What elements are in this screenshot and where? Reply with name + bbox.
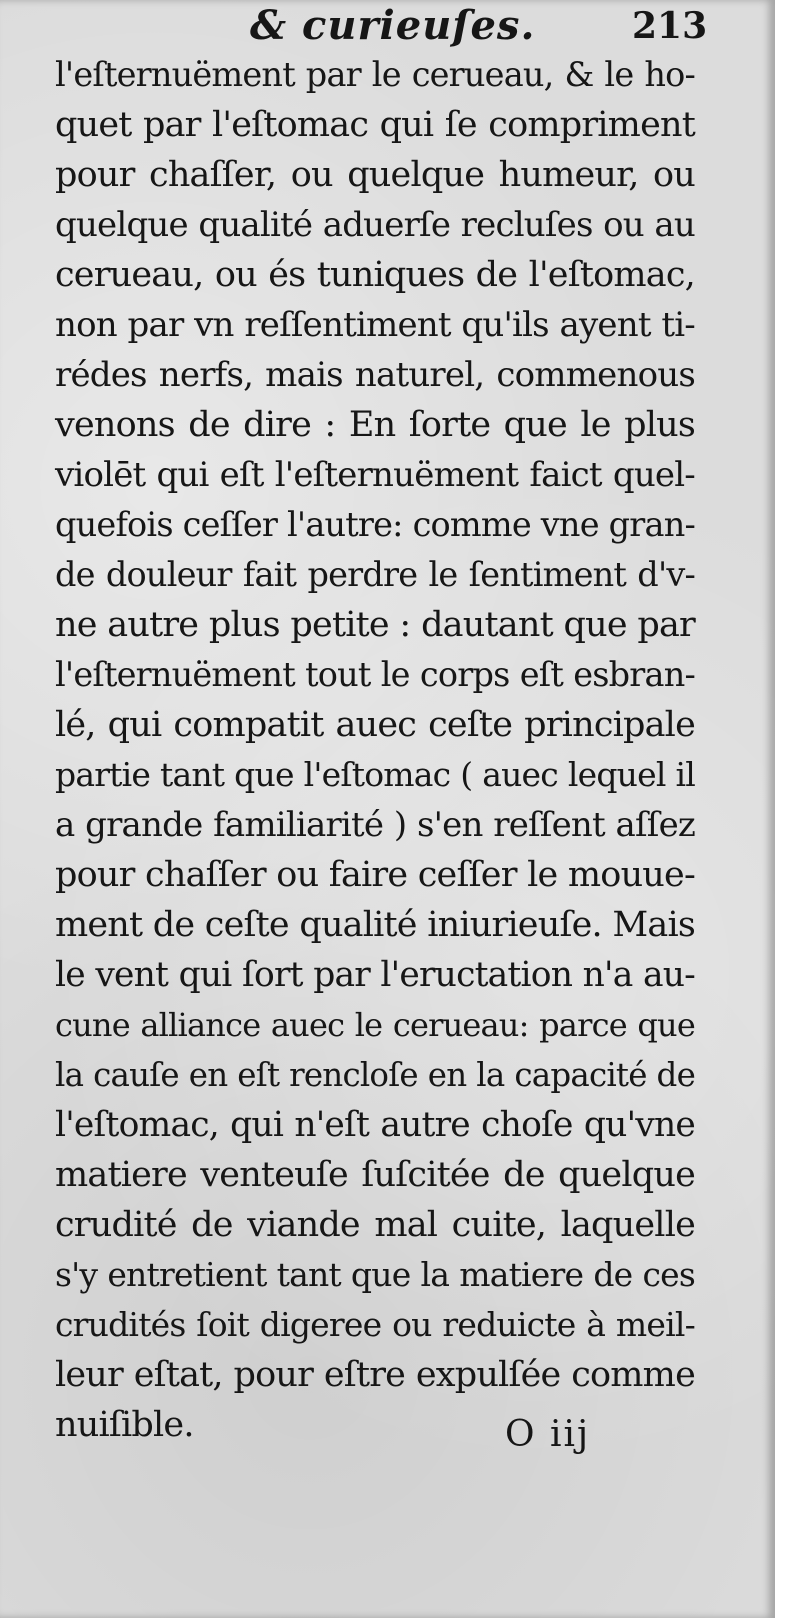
text-line: s'y entretient tant que la matiere de ces	[55, 1255, 695, 1294]
signature-mark: O iij	[505, 1414, 591, 1455]
text-line: rédes nerfs, mais naturel, commenous	[55, 355, 695, 395]
text-line: de douleur fait perdre le ſentiment d'v-	[55, 555, 695, 594]
text-line: quelque qualité aduerſe recluſes ou au	[55, 205, 695, 245]
text-line: venons de dire : En ſorte que le plus	[55, 405, 695, 445]
text-line: l'eſternuëment tout le corps eſt esbran-	[55, 655, 695, 694]
text-line: le vent qui ſort par l'eructation n'a au-	[55, 955, 695, 995]
text-line: pour chaſſer ou faire ceſſer le mouue-	[55, 855, 695, 895]
text-line: pour chaſſer, ou quelque humeur, ou	[55, 155, 695, 195]
text-line: cune alliance auec le cerueau: parce que	[55, 1006, 695, 1044]
text-line: quefois ceſſer l'autre: comme vne gran-	[55, 505, 695, 544]
page-number: 213	[632, 5, 708, 47]
text-line: violēt qui eſt l'eſternuëment faict quel-	[55, 455, 695, 495]
page-margin	[775, 0, 800, 1618]
text-line: cerueau, ou és tuniques de l'eſtomac,	[55, 255, 695, 295]
body-text	[55, 50, 695, 1450]
text-line-last: nuiſible.	[55, 1405, 194, 1445]
text-line: l'eſternuëment par le cerueau, & le ho-	[55, 55, 695, 94]
text-line: crudité de viande mal cuite, laquelle	[55, 1205, 695, 1245]
text-line: partie tant que l'eſtomac ( auec lequel il	[55, 755, 695, 794]
running-head-title: & curieuſes.	[250, 2, 536, 49]
text-line: a grande familiarité ) s'en reſſent aſſez	[55, 805, 695, 845]
text-line: lé, qui compatit auec ceſte principale	[55, 705, 695, 745]
text-line: leur eſtat, pour eſtre expulſée comme	[55, 1355, 695, 1395]
text-line: l'eſtomac, qui n'eſt autre choſe qu'vne	[55, 1105, 695, 1145]
text-line: ment de ceſte qualité iniurieuſe. Mais	[55, 905, 695, 945]
text-line: non par vn reſſentiment qu'ils ayent ti-	[55, 305, 695, 345]
text-line: ne autre plus petite : dautant que par	[55, 605, 695, 645]
text-line: crudités ſoit digeree ou reduicte à meil-	[55, 1305, 695, 1344]
text-line: matiere venteuſe ſuſcitée de quelque	[55, 1155, 695, 1195]
text-line: la cauſe en eſt rencloſe en la capacité de	[55, 1056, 695, 1094]
text-line: quet par l'eſtomac qui ſe compriment	[55, 105, 695, 145]
